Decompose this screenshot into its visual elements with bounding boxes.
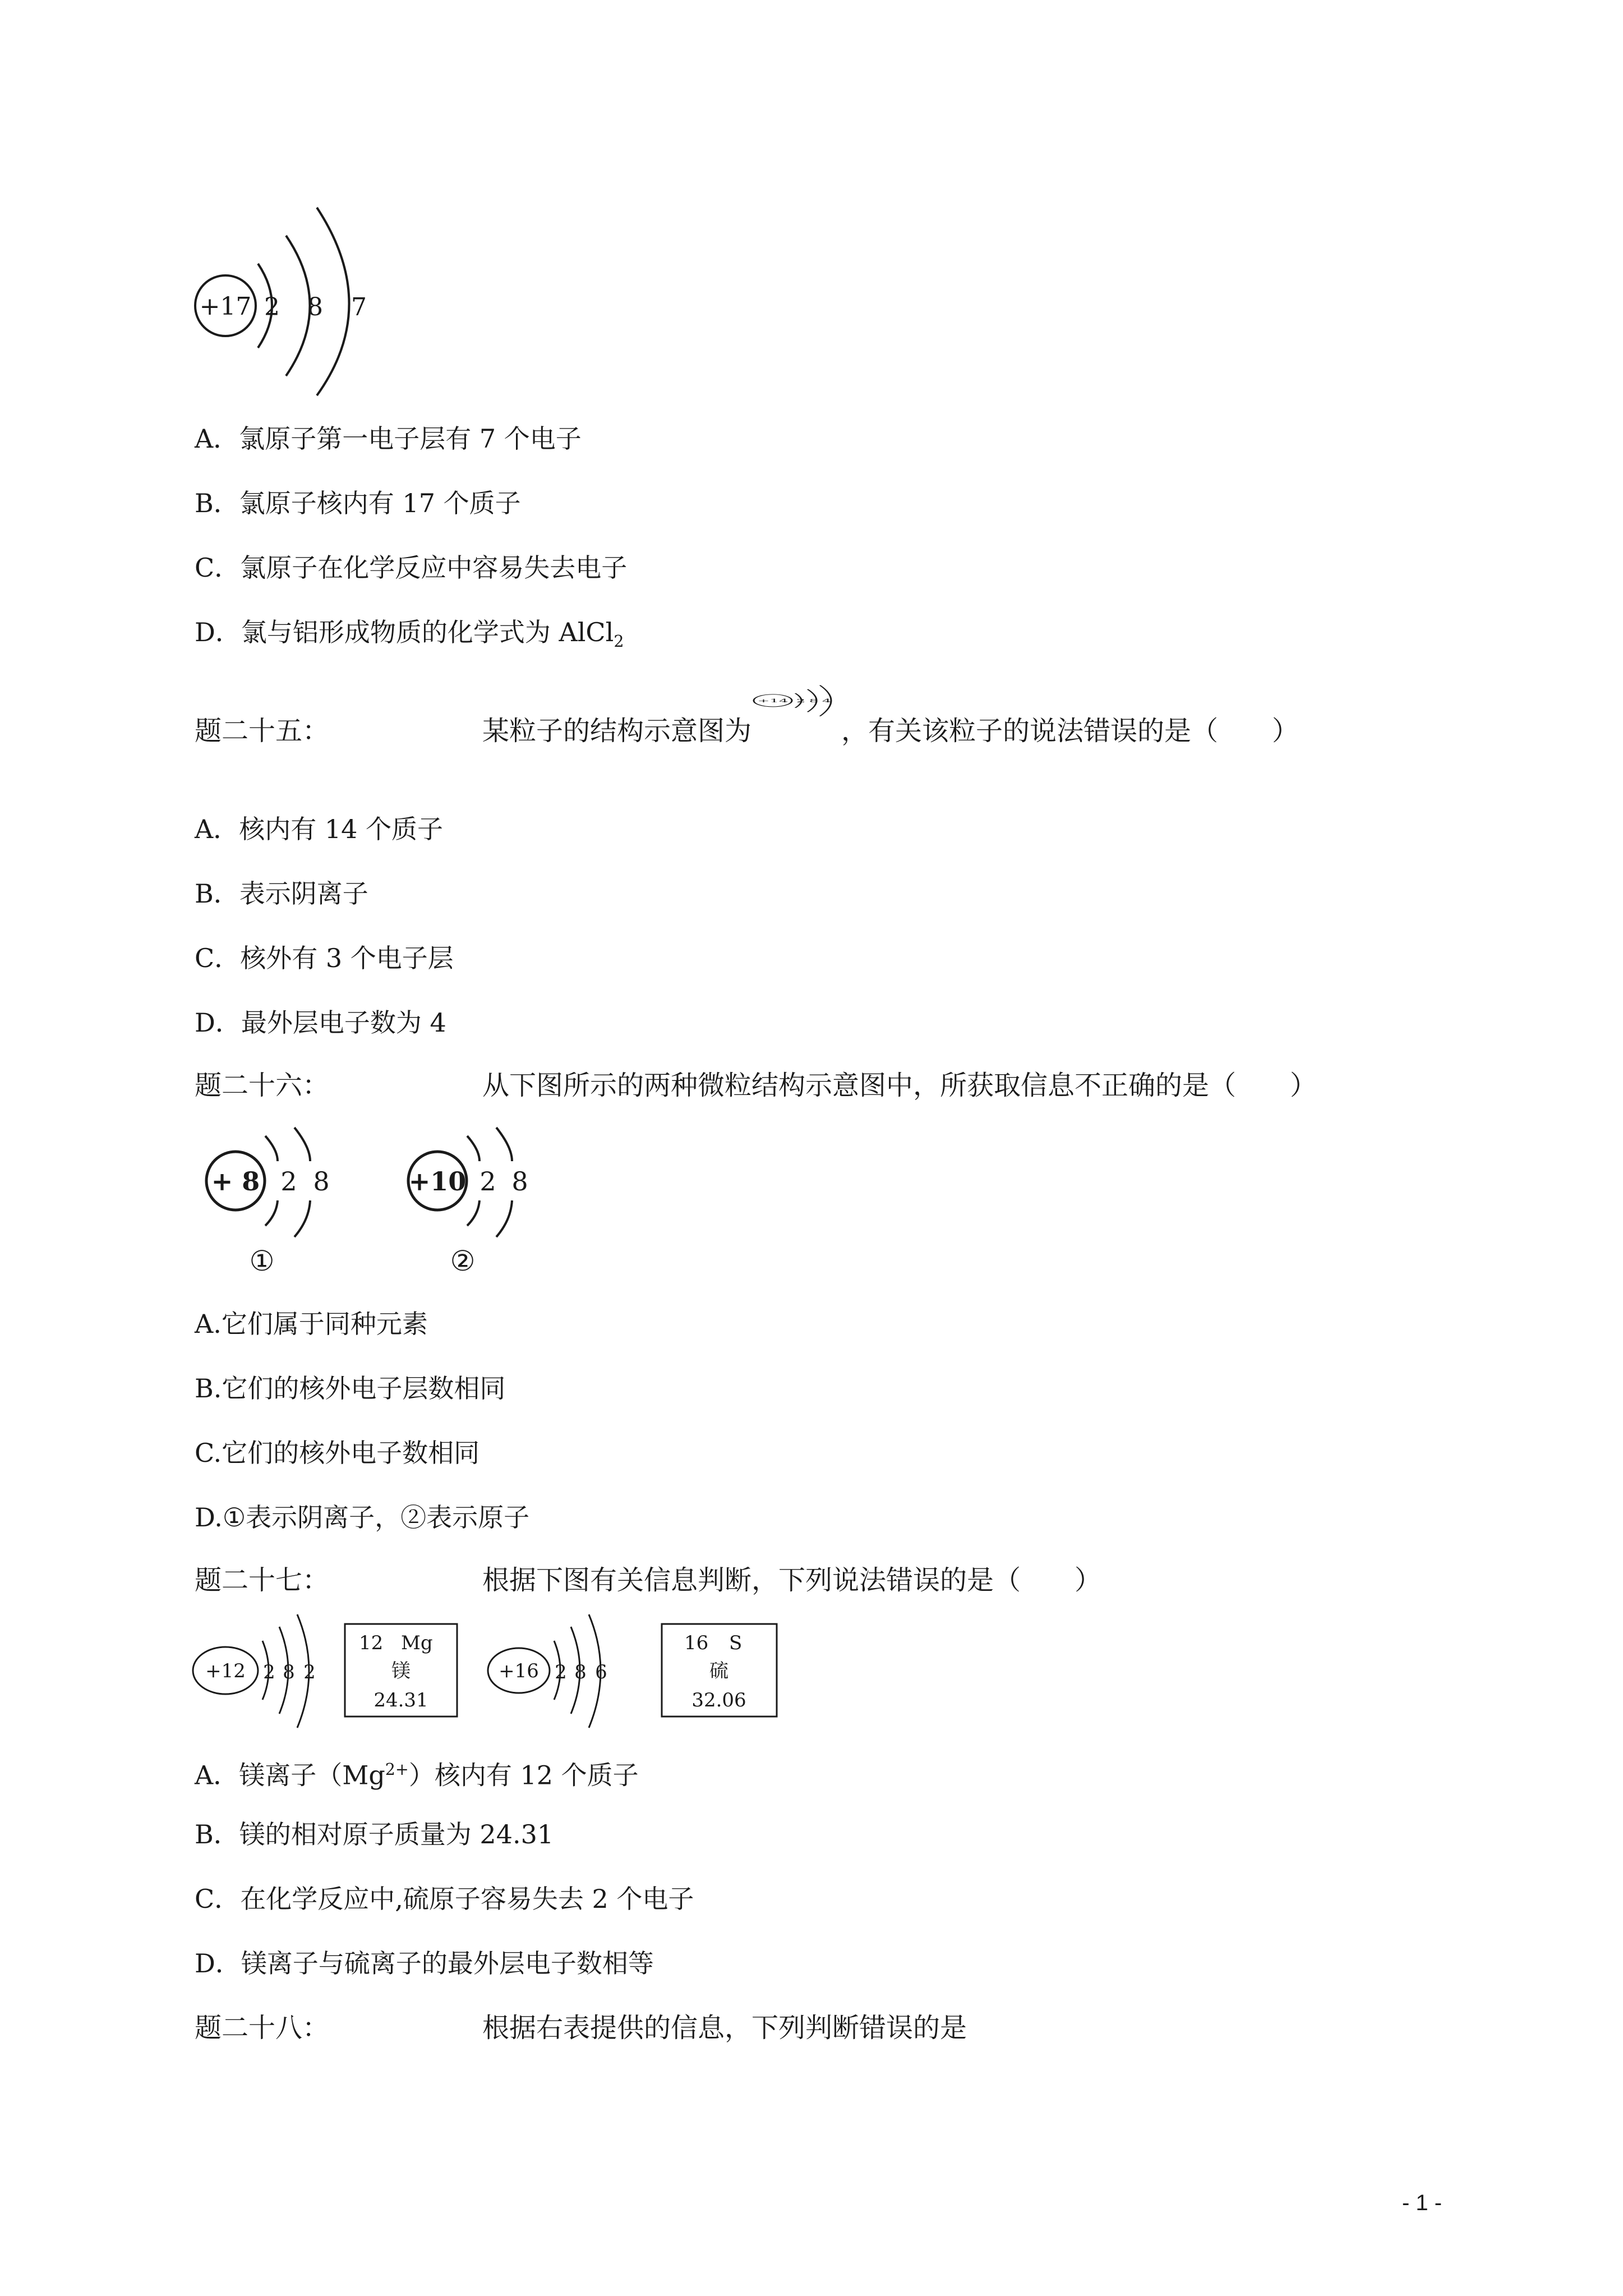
q24-option-d-subscript: 2 — [614, 632, 624, 651]
svg-text:32.06: 32.06 — [691, 1689, 746, 1711]
shell-arc-2 — [286, 236, 310, 376]
q25-stem-after: ，有关该粒子的说法错误的是（ ） — [841, 715, 1299, 747]
svg-text:8: 8 — [574, 1661, 587, 1683]
svg-text:8: 8 — [283, 1661, 295, 1683]
svg-text:8: 8 — [313, 1166, 330, 1197]
svg-text:4: 4 — [822, 697, 832, 703]
q25-stem — [482, 697, 1299, 748]
svg-text:2: 2 — [263, 1661, 275, 1683]
svg-text:镁: 镁 — [391, 1660, 411, 1682]
shell-count-2: 8 — [307, 293, 323, 321]
svg-text:2: 2 — [280, 1166, 297, 1197]
svg-text:8: 8 — [511, 1166, 528, 1197]
q26-diagram-2 — [408, 1128, 528, 1277]
q27-s-atom-diagram — [488, 1614, 607, 1728]
q25-option-b: B．表示阴离子 — [195, 878, 368, 909]
mg-ion-charge: 2+ — [385, 1760, 409, 1779]
q25-option-d: D．最外层电子数为 4 — [195, 1007, 446, 1038]
svg-text:+16: +16 — [499, 1660, 539, 1682]
q27-option-a: A．镁离子$(Mg^{2+})$核内有 12 个质子 — [195, 1760, 639, 1791]
svg-text:②: ② — [450, 1245, 476, 1277]
svg-text:①: ① — [249, 1245, 275, 1277]
q26-option-c: C.它们的核外电子数相同 — [195, 1438, 480, 1468]
svg-text:+ 8: + 8 — [211, 1166, 260, 1197]
svg-text:6: 6 — [595, 1661, 607, 1683]
q27-s-element-card — [662, 1624, 777, 1717]
q27-mg-atom-diagram — [193, 1614, 316, 1728]
svg-text:S: S — [729, 1632, 743, 1654]
svg-text:+14: +14 — [757, 697, 789, 703]
q25-option-a: A．核内有 14 个质子 — [195, 814, 443, 844]
q25-label: 题二十五： — [195, 715, 330, 747]
svg-text:8: 8 — [809, 697, 819, 703]
q27-option-d: D．镁离子与硫离子的最外层电子数相等 — [195, 1948, 654, 1978]
q28-label: 题二十八： — [195, 2012, 330, 2044]
q24-option-c: C．氯原子在化学反应中容易失去电子 — [195, 553, 628, 583]
q28-stem: 根据右表提供的信息，下列判断错误的是 — [482, 2012, 967, 2044]
q27-mg-element-card — [345, 1624, 457, 1717]
q27-option-c: C．在化学反应中,硫原子容易失去 2 个电子 — [195, 1884, 694, 1914]
svg-text:2: 2 — [303, 1661, 316, 1683]
q24-option-d — [195, 615, 624, 659]
shell-count-3: 7 — [351, 293, 367, 321]
svg-text:硫: 硫 — [709, 1660, 728, 1682]
svg-text:2: 2 — [479, 1166, 496, 1197]
q25-option-c: C．核外有 3 个电子层 — [195, 943, 454, 973]
svg-text:16: 16 — [684, 1632, 709, 1654]
svg-text:2: 2 — [555, 1661, 567, 1683]
page-number: - 1 - — [1402, 2191, 1442, 2215]
svg-text:Mg: Mg — [401, 1632, 433, 1654]
svg-text:+12: +12 — [205, 1660, 246, 1682]
q24-option-a: A．氯原子第一电子层有 7 个电子 — [195, 424, 582, 454]
q26-stem: 从下图所示的两种微粒结构示意图中，所获取信息不正确的是（ ） — [482, 1070, 1317, 1101]
nucleus-charge: +17 — [199, 292, 252, 321]
svg-text:+10: +10 — [408, 1166, 467, 1197]
q26-diagram-1 — [206, 1128, 330, 1277]
chlorine-atom-diagram — [191, 202, 381, 404]
svg-text:12: 12 — [359, 1632, 384, 1654]
q25-stem-before: 某粒子的结构示意图为 — [482, 715, 752, 747]
q24-option-b: B．氯原子核内有 17 个质子 — [195, 488, 521, 518]
svg-text:2: 2 — [796, 697, 806, 703]
q25-silicon-diagram — [751, 684, 841, 717]
q26-label: 题二十六： — [195, 1070, 330, 1101]
q26-option-a: A.它们属于同种元素 — [195, 1309, 428, 1339]
q26-option-b: B.它们的核外电子层数相同 — [195, 1373, 506, 1404]
q26-option-d: D.①表示阴离子，②表示原子 — [195, 1502, 530, 1533]
q27-option-b: B．镁的相对原子质量为 24.31 — [195, 1819, 554, 1849]
svg-text:24.31: 24.31 — [374, 1689, 428, 1711]
shell-count-1: 2 — [264, 293, 280, 321]
q27-stem: 根据下图有关信息判断，下列说法错误的是（ ） — [482, 1565, 1102, 1596]
q26-diagrams — [199, 1122, 564, 1285]
q24-option-d-text: D．氯与铝形成物质的化学式为 AlCl — [195, 617, 614, 647]
q27-diagrams — [191, 1610, 785, 1733]
q27-label: 题二十七： — [195, 1565, 330, 1596]
